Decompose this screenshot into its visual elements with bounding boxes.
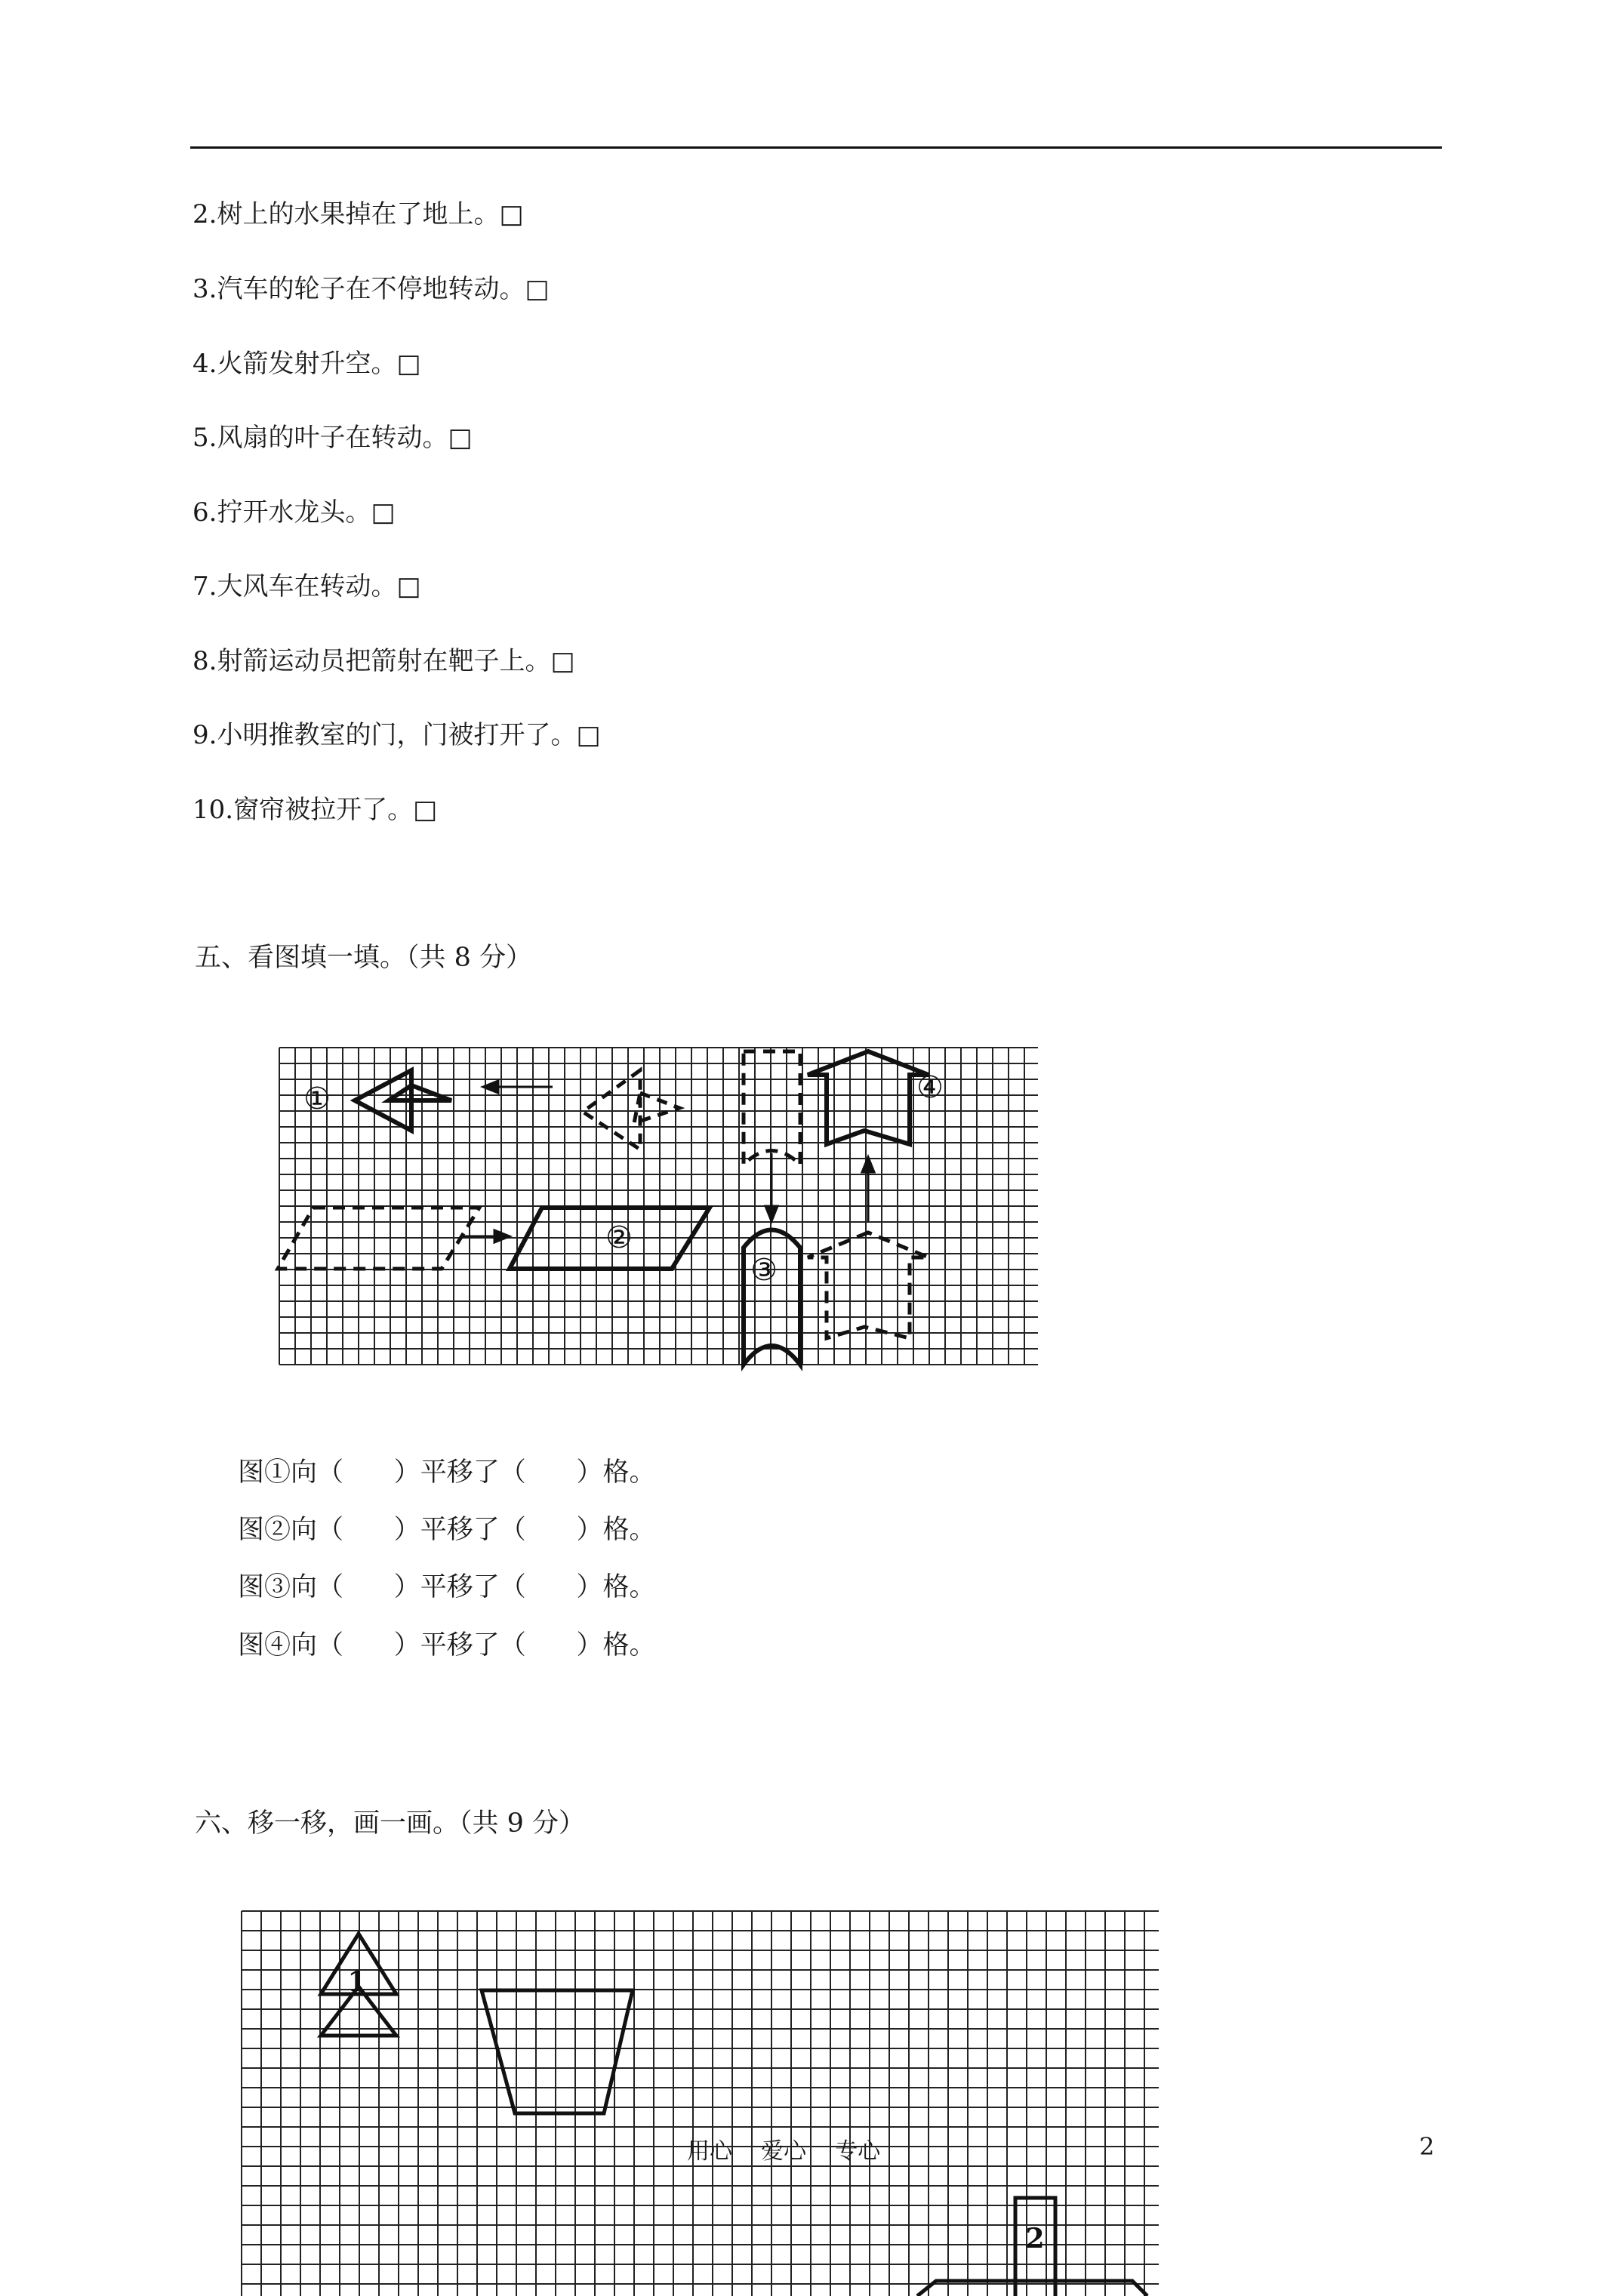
figure-2-number: 2 [1025, 2223, 1045, 2254]
figure-3-label: ③ [750, 1253, 778, 1288]
question-item: 8.射箭运动员把箭射在靶子上。□ [192, 646, 575, 676]
page-number: 2 [1419, 2132, 1435, 2161]
question-item: 5.风扇的叶子在转动。□ [192, 423, 473, 453]
arrow-up-icon [862, 1157, 874, 1221]
question-item: 4.火箭发射升空。□ [192, 349, 421, 379]
figure-1-original-dashed [583, 1070, 679, 1150]
fill-blank-line: 图③向（ ）平移了（ ）格。 [238, 1572, 656, 1602]
arrow-down-icon [765, 1153, 778, 1221]
figure-4-label: ④ [916, 1070, 944, 1105]
section-5-heading: 五、看图填一填。（共 8 分） [195, 943, 533, 973]
figure-3-shape [744, 1230, 800, 1365]
fill-blank-line: 图①向（ ）平移了（ ）格。 [238, 1457, 656, 1488]
question-item: 7.大风车在转动。□ [192, 571, 421, 602]
section-6-heading: 六、移一移，画一画。（共 9 分） [195, 1808, 586, 1839]
question-item: 9.小明推教室的门，门被打开了。□ [192, 720, 601, 750]
fill-blank-line: 图②向（ ）平移了（ ）格。 [238, 1515, 656, 1545]
figure-1-label: ① [303, 1082, 331, 1116]
drawing-figure-grid [242, 1911, 1163, 2296]
header-rule [190, 146, 1442, 149]
question-item: 6.拧开水龙头。□ [192, 497, 396, 528]
figure-1-number: 1 [347, 1966, 367, 1998]
question-item: 3.汽车的轮子在不停地转动。□ [192, 274, 550, 304]
translation-figure-grid [279, 1048, 1042, 1365]
fill-blank-line: 图④向（ ）平移了（ ）格。 [238, 1630, 656, 1660]
figure-3-original-dashed [744, 1051, 800, 1165]
question-item: 10.窗帘被拉开了。□ [192, 795, 438, 825]
figure-2-label: ② [605, 1220, 633, 1255]
footer-text: 用心 爱心 专心 [687, 2138, 881, 2165]
question-item: 2.树上的水果掉在了地上。□ [192, 199, 524, 229]
figure-4-shape [808, 1051, 929, 1144]
